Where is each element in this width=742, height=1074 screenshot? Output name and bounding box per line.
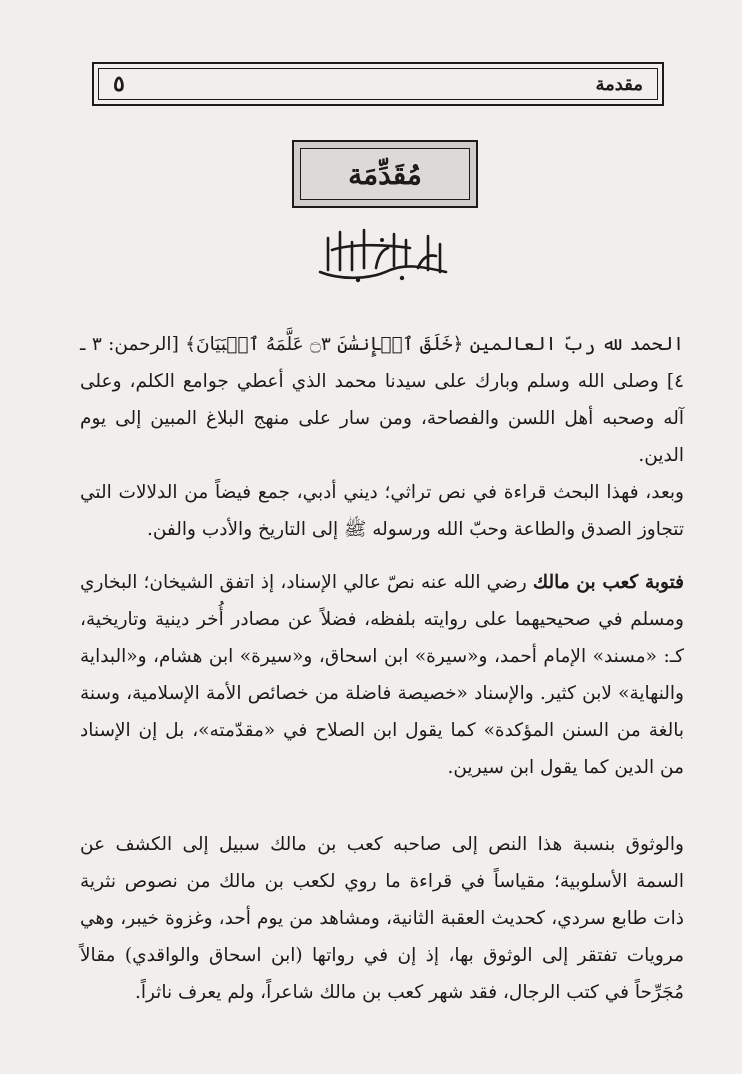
page-number: ٥ <box>113 71 125 97</box>
header-title: مقدمة <box>595 73 643 95</box>
chapter-title: مُقَدِّمَة <box>348 157 422 191</box>
running-header <box>92 62 664 106</box>
chapter-title-box <box>292 140 478 208</box>
paragraph-3-body: رضي الله عنه نصّ عالي الإسناد، إذ اتفق الشيخان؛ البخاري ومسلم في صحيحيهما على روايته بلفظه، فضلاً عن مصادر أُخر دينية وتاريخية، كـ: «مسند» الإمام أحمد، و«سيرة» ابن اسحاق، و«سيرة» ابن هشام، و«البداية والنهاية» لابن كثير. والإسناد «خصيصة فاضلة من خصائص الأمة الإسلامية، وسنة بالغة من السنن المؤكدة» كما يقول ابن الصلاح في «مقدّمته»، بل إن الإسناد من الدين كما يقول ابن سيرين. <box>80 572 684 778</box>
paragraph-3-lead: فتوبة كعب بن مالك <box>532 572 684 593</box>
paragraph-1: الحمد لله ربّ العالمين ﴿خَلَقَ ٱلۡإِنسَٰنَ ۝٣ عَلَّمَهُ ٱلۡبَيَانَ﴾ [الرحمن: ٣ ـ ٤] وصلى الله وسلم وبارك على سيدنا محمد الذي أعطي جوامع الكلم، وعلى آله وصحبه أهل اللسن والفصاحة، ومن سار على منهج البلاغ المبين إلى يوم الدين. <box>80 334 684 466</box>
paragraph-3 <box>80 564 684 786</box>
chapter-title-inner <box>300 148 470 200</box>
running-header-inner <box>98 68 658 100</box>
paragraph-4: والوثوق بنسبة هذا النص إلى صاحبه كعب بن مالك سبيل إلى الكشف عن السمة الأسلوبية؛ مقياساً في قراءة ما روي لكعب بن مالك من نصوص نثرية ذات طابع سردي، كحديث العقبة الثانية، ومشاهد من يوم أحد، وغزوة خيبر، وهي مرويات تفتقر إلى الوثوق بها، إذ إن في رواتها (ابن اسحاق والواقدي) مقالاً مُجَرِّحاً في كتب الرجال، فقد شهر كعب بن مالك شاعراً، ولم يعرف ناثراً. <box>80 834 684 1003</box>
paragraph-2: وبعد، فهذا البحث قراءة في نص تراثي؛ ديني أدبي، جمع فيضاً من الدلالات التي تتجاوز الصدق والطاعة وحبّ الله ورسوله ﷺ إلى التاريخ والأدب والفن. <box>80 482 684 540</box>
basmala-calligraphy-icon <box>310 220 456 290</box>
